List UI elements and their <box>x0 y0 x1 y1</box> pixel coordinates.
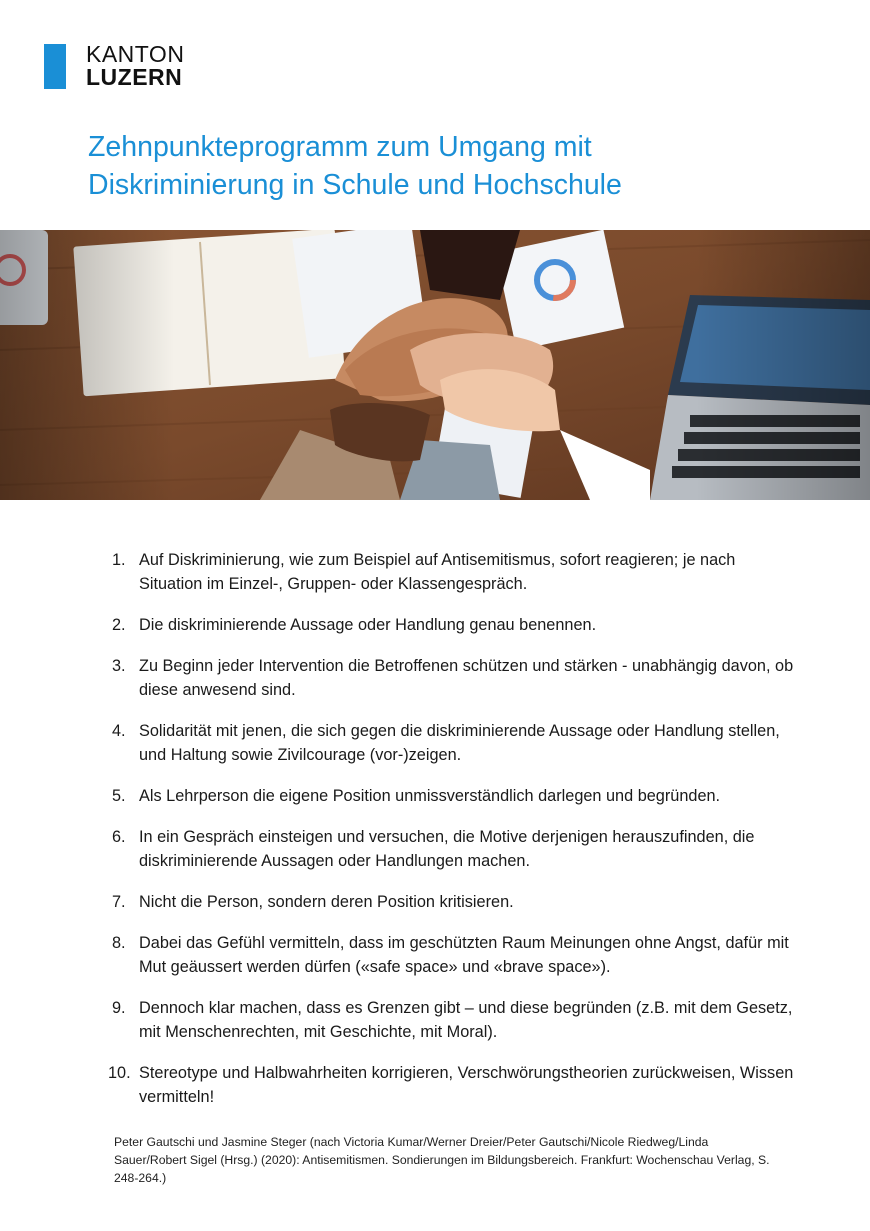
list-item <box>108 654 798 702</box>
source-citation: Peter Gautschi und Jasmine Steger (nach Victoria Kumar/Werner Dreier/Peter Gautschi/Nicole Riedweg/Linda Sauer/Robert Sigel (Hrsg.) (2020): Antisemitismen. Sondierungen im Bildungsbereich. Frankfurt: Wochenschau Verlag, S. 248-264.) <box>114 1135 770 1185</box>
item-number: 10. <box>108 1064 131 1082</box>
item-text: Die diskriminierende Aussage oder Handlung genau benennen. <box>139 616 597 634</box>
item-text: Auf Diskriminierung, wie zum Beispiel auf Antisemitismus, sofort reagieren; je nach Situation im Einzel-, Gruppen- oder Klassengespräch. <box>139 551 736 593</box>
page-title <box>88 128 828 204</box>
item-number: 5. <box>112 787 126 805</box>
item-text: In ein Gespräch einsteigen und versuchen, die Motive derjenigen herauszufinden, die diskriminierende Aussagen oder Handlungen machen. <box>139 828 755 870</box>
list-item <box>108 719 798 767</box>
item-text: Dennoch klar machen, dass es Grenzen gibt – und diese begründen (z.B. mit dem Gesetz, mit Menschenrechten, mit Geschichte, mit Moral). <box>139 999 793 1041</box>
list-item <box>108 784 798 808</box>
list-item <box>108 548 798 596</box>
list-item <box>108 825 798 873</box>
title-line-1: Zehnpunkteprogramm zum Umgang mit <box>88 131 592 163</box>
title-line-2: Diskriminierung in Schule und Hochschule <box>88 169 622 201</box>
list-item <box>108 996 798 1044</box>
logo-line-1: KANTON <box>86 41 185 67</box>
stacked-hands-photo-icon <box>0 230 870 500</box>
hero-photo <box>0 230 870 500</box>
item-text: Zu Beginn jeder Intervention die Betroffenen schützen und stärken - unabhängig davon, ob diese anwesend sind. <box>139 657 794 699</box>
list-item <box>108 613 798 637</box>
list-item <box>108 1061 798 1109</box>
list-item <box>108 890 798 914</box>
item-number: 4. <box>112 722 126 740</box>
list-item <box>108 931 798 979</box>
item-number: 6. <box>112 828 126 846</box>
item-text: Stereotype und Halbwahrheiten korrigieren, Verschwörungstheorien zurückweisen, Wissen vermitteln! <box>139 1064 794 1106</box>
item-number: 8. <box>112 934 126 952</box>
item-text: Als Lehrperson die eigene Position unmissverständlich darlegen und begründen. <box>139 787 721 805</box>
logo-line-2: LUZERN <box>86 64 183 90</box>
item-number: 7. <box>112 893 126 911</box>
item-number: 9. <box>112 999 126 1017</box>
item-number: 1. <box>112 551 126 569</box>
ten-point-list <box>108 548 798 1126</box>
item-text: Dabei das Gefühl vermitteln, dass im geschützten Raum Meinungen ohne Angst, dafür mit Mut geäussert werden dürfen («safe space» und «brave space»). <box>139 934 789 976</box>
item-number: 3. <box>112 657 126 675</box>
logo-text <box>86 43 184 89</box>
item-number: 2. <box>112 616 126 634</box>
item-text: Nicht die Person, sondern deren Position kritisieren. <box>139 893 514 911</box>
logo-bar <box>44 44 66 89</box>
item-text: Solidarität mit jenen, die sich gegen die diskriminierende Aussage oder Handlung stellen, und Haltung sowie Zivilcourage (vor-)zeigen. <box>139 722 780 764</box>
